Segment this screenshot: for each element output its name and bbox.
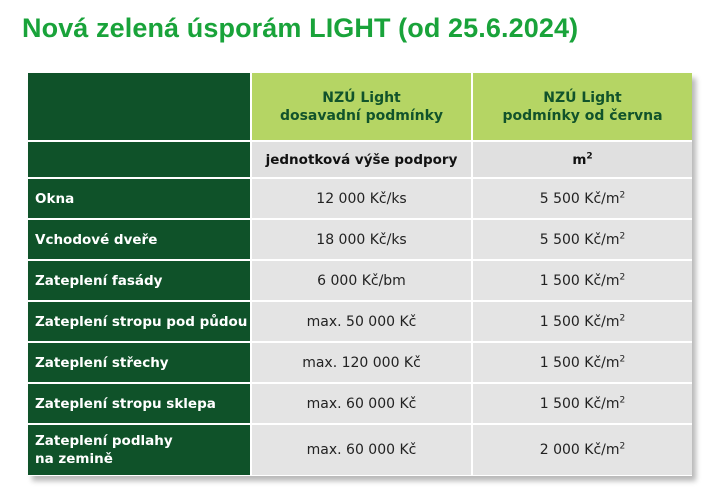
value-new-base: 1 500 Kč/m [539,354,620,371]
value-old: 12 000 Kč/ks [250,179,471,220]
value-new-superscript: 2 [619,441,626,452]
value-old: max. 50 000 Kč [250,302,471,343]
table-header-row [28,73,692,142]
value-new-superscript: 2 [619,312,626,323]
column-header-new-line1: NZÚ Light [543,89,622,106]
value-new [471,343,692,384]
value-old: 18 000 Kč/ks [250,220,471,261]
row-label: Zateplení fasády [28,261,250,302]
value-new-superscript: 2 [619,271,626,282]
subsidy-table-container [28,73,692,476]
units-corner-cell [28,142,250,179]
table-row [28,302,692,343]
value-new [471,302,692,343]
row-label: Zateplení stropu pod půdou [28,302,250,343]
units-new-superscript: 2 [586,151,593,161]
column-header-old-line1: NZÚ Light [322,89,401,106]
row-label [28,425,250,475]
table-row [28,261,692,302]
row-label: Okna [28,179,250,220]
subsidy-table [28,73,692,475]
value-new [471,261,692,302]
value-new-base: 2 000 Kč/m [539,442,620,458]
value-old: max. 60 000 Kč [250,384,471,425]
units-new [471,142,692,179]
value-new-base: 1 500 Kč/m [539,272,620,289]
value-new-base: 1 500 Kč/m [539,395,620,412]
units-old: jednotková výše podpory [250,142,471,179]
table-row [28,425,692,475]
table-row [28,384,692,425]
column-header-new-line2: podmínky od června [502,107,663,124]
table-row [28,220,692,261]
value-new-superscript: 2 [619,189,626,200]
table-row [28,179,692,220]
header-corner-cell [28,73,250,142]
row-label: Vchodové dveře [28,220,250,261]
page-title: Nová zelená úsporám LIGHT (od 25.6.2024) [22,13,579,43]
value-new [471,179,692,220]
column-header-old [250,73,471,142]
value-new [471,220,692,261]
value-new [471,425,692,475]
row-label: Zateplení střechy [28,343,250,384]
table-units-row [28,142,692,179]
column-header-new [471,73,692,142]
value-new-base: 5 500 Kč/m [539,190,620,207]
units-new-base: m [572,151,587,168]
value-new-superscript: 2 [619,230,626,241]
table-row [28,343,692,384]
column-header-old-line2: dosavadní podmínky [279,107,444,124]
value-old: 6 000 Kč/bm [250,261,471,302]
value-new-superscript: 2 [619,353,626,364]
value-new-base: 5 500 Kč/m [539,231,620,248]
row-label-line1: Zateplení podlahy [35,433,173,449]
row-label: Zateplení stropu sklepa [28,384,250,425]
row-label-line2: na zemině [35,451,113,467]
value-old: max. 120 000 Kč [250,343,471,384]
value-old: max. 60 000 Kč [250,425,471,475]
value-new-base: 1 500 Kč/m [539,313,620,330]
value-new-superscript: 2 [619,394,626,405]
value-new [471,384,692,425]
